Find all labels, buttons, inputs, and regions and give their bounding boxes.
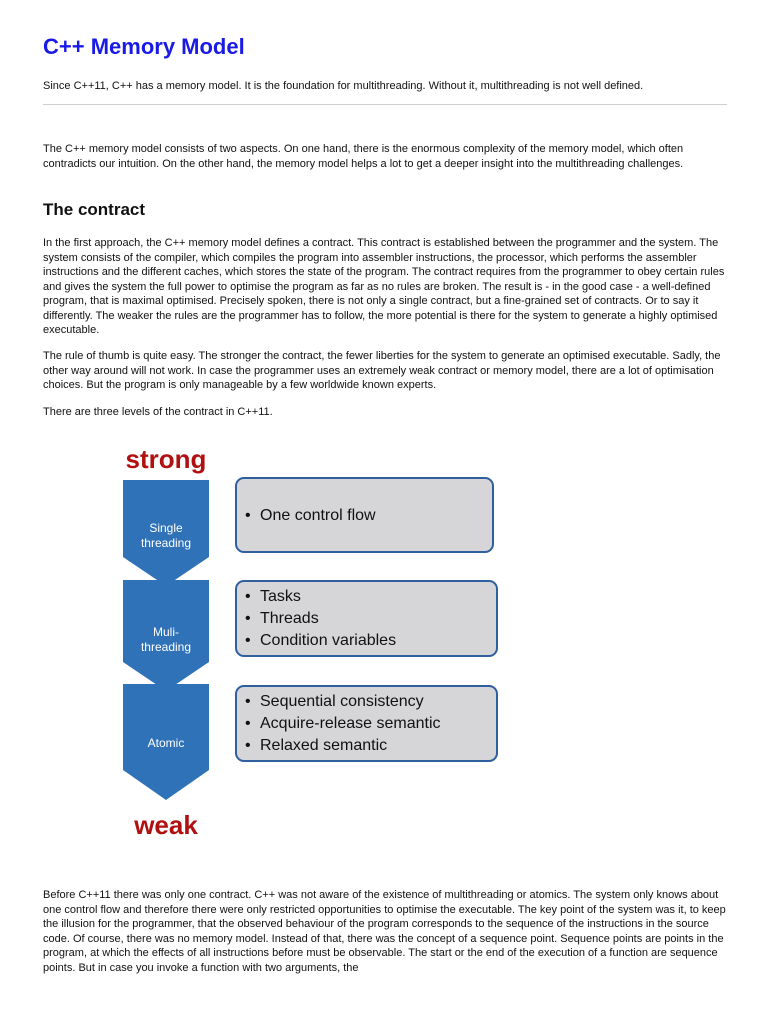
bullet-icon: • [245, 737, 251, 754]
bullet-icon: • [245, 715, 251, 732]
page-title: C++ Memory Model [43, 34, 245, 59]
paragraph-three-levels: There are three levels of the contract in C++11. [43, 406, 273, 418]
bullet-icon: • [245, 507, 251, 524]
chevron-label: threading [140, 536, 192, 550]
level-item: Sequential consistency [260, 693, 424, 710]
strong-label: strong [125, 444, 207, 474]
contract-levels-diagram [120, 440, 500, 845]
intro-text: Since C++11, C++ has a memory model. It is the foundation for multithreading. Without it, multithreading is not well defined. [43, 80, 644, 92]
paragraph-aspects: The C++ memory model consists of two aspects. On one hand, there is the enormous complexity of the memory model, which often contradicts our intuition. On the other hand, the memory model helps a lot to get a deeper insight into the multithreading challenges. [43, 143, 684, 170]
bullet-icon: • [245, 693, 251, 710]
paragraph-rule-of-thumb: The rule of thumb is quite easy. The stronger the contract, the fewer liberties for the system to generate an optimised executable. Sadly, the other way around will not work. In case the programmer uses an extremely weak contract or memory model, there are a lot of optimisation choices. But the program is only manageable by a few worldwide known experts. [43, 350, 721, 391]
level-item: Threads [260, 610, 319, 627]
level-item: Tasks [260, 588, 301, 605]
chevron-label: Muli- [153, 625, 179, 639]
bullet-icon: • [245, 632, 251, 649]
level-item: One control flow [260, 507, 376, 524]
chevron-label: Atomic [147, 736, 185, 750]
level-item: Condition variables [260, 632, 397, 649]
divider [43, 104, 727, 105]
paragraph-contract: In the first approach, the C++ memory model defines a contract. This contract is established between the programmer and the system. The system consists of the compiler, which compiles the program into assembler instructions, the processor, which performs the assembler instructions and the different caches, which stores the state of the program. The contract requires from the programmer to obey certain rules and gives the system the full power to optimise the program as far as no rules are broken. The result is - in the good case - a well-defined program, that is maximal optimised. Precisely spoken, there is not only a single contract, but a fine-grained set of contracts. Or to say it differently. The weaker the rules are the programmer has to follow, the more potential is there for the system to generate a highly optimised executable. [43, 237, 725, 336]
bullet-icon: • [245, 588, 251, 605]
bullet-icon: • [245, 610, 251, 627]
weak-label: weak [134, 810, 198, 840]
section-heading-contract: The contract [43, 200, 146, 219]
paragraph-before-cpp11: Before C++11 there was only one contract. C++ was not aware of the existence of multithreading or atomics. The system only knows about one control flow and therefore there were only restricted opportunities to optimise the executable. The key point of the system was it, to keep the illusion for the programmer, that the observed behaviour of the program corresponds to the sequence of the instructions in the source code. Of course, there was no memory model. Instead of that, there was the concept of a sequence point. Sequence points are points in the program, at which the effects of all instructions before must be observable. The start or the end of the execution of a function are sequence points. But in case you invoke a function with two arguments, the [43, 889, 726, 974]
level-item: Relaxed semantic [260, 737, 388, 754]
chevron-label: threading [140, 640, 192, 654]
level-item: Acquire-release semantic [260, 715, 441, 732]
chevron-label: Single [149, 521, 183, 535]
